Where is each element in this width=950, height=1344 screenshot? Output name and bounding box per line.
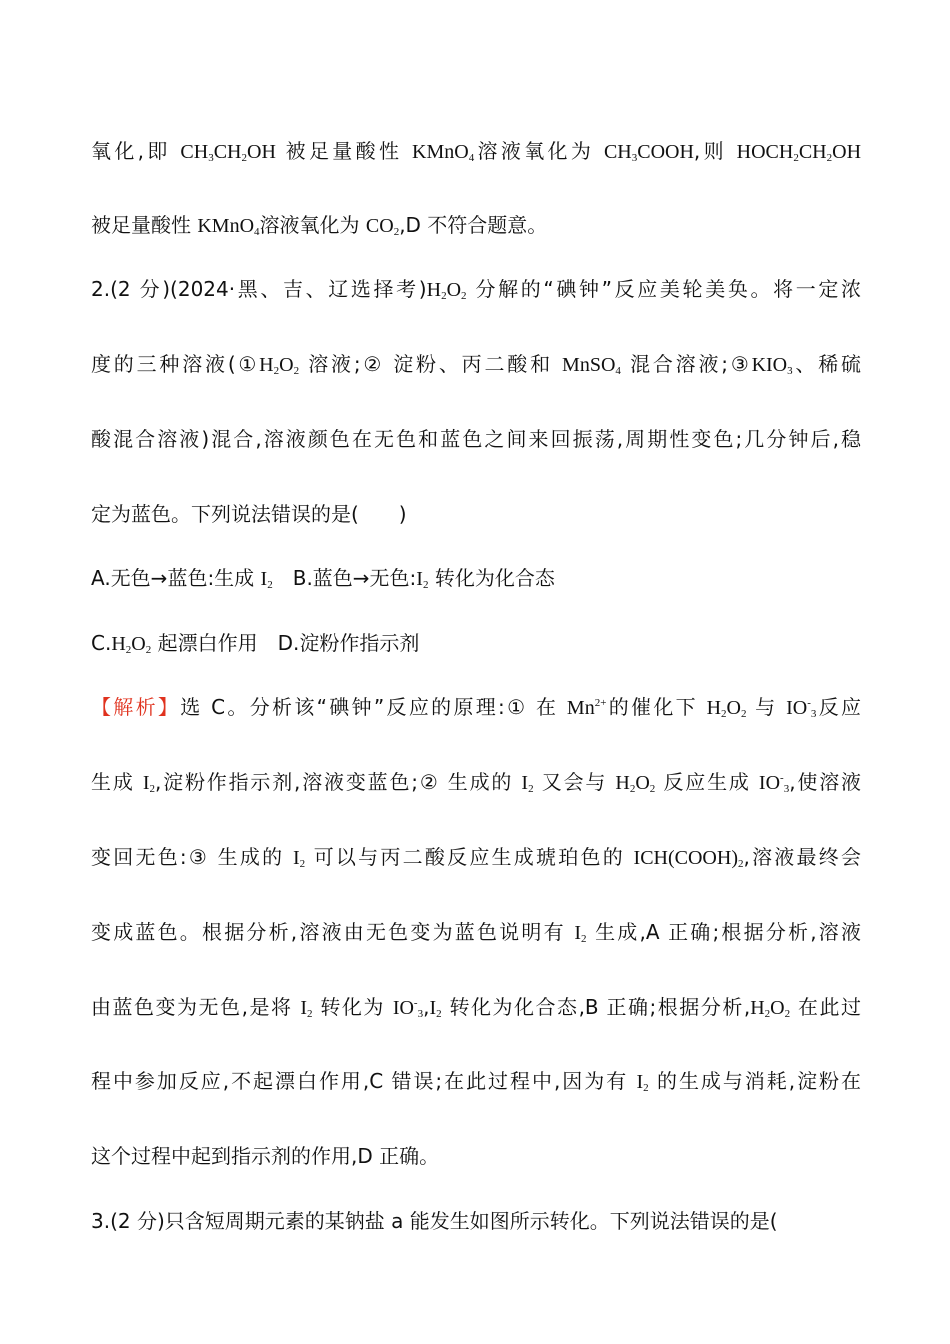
subscript: 4: [254, 226, 260, 238]
text-run: 定为蓝色。下列说法错误的是( ): [91, 502, 407, 526]
subscript: 2: [826, 152, 833, 164]
analysis-line-2: [91, 769, 861, 796]
subscript: 2: [643, 1082, 649, 1094]
question-3-line-1: [91, 1208, 861, 1234]
text-run: I: [260, 568, 268, 590]
text-run: 、稀硫: [792, 352, 862, 376]
text-run: 溶液氧化为: [259, 213, 366, 237]
text-run: 由蓝色变为无色,是将: [91, 995, 301, 1019]
subscript: 3: [810, 708, 817, 720]
text-run: 反应: [816, 695, 862, 719]
text-run: 又会与: [533, 770, 616, 794]
analysis-line-4: [91, 919, 861, 946]
text-run: 被足量酸性: [91, 213, 198, 237]
text-run: IO: [392, 997, 414, 1019]
subscript: 2: [737, 858, 744, 870]
subscript: 3: [783, 783, 790, 795]
text-run: H: [706, 697, 722, 719]
subscript: 2: [741, 708, 747, 720]
subscript: 2: [581, 933, 587, 945]
text-run: ,: [423, 995, 430, 1019]
text-run: ,淀粉作指示剂,溶液变蓝色;② 生成的: [154, 770, 522, 794]
subscript: 3: [631, 152, 638, 164]
text-run: 氧化,即: [91, 139, 181, 163]
text-run: ,使溶液: [789, 770, 862, 794]
subscript: 2: [793, 152, 799, 164]
subscript: 2: [241, 152, 248, 164]
question-2-line-2: [91, 351, 861, 378]
text-run: 变成蓝色。根据分析,溶液由无色变为蓝色说明有: [91, 920, 575, 944]
subscript: 3: [208, 152, 214, 164]
text-run: H: [259, 354, 274, 376]
text-run: O: [726, 697, 741, 719]
text-run: 这个过程中起到指示剂的作用,D 正确。: [91, 1144, 440, 1168]
analysis-line-6: [91, 1068, 861, 1095]
subscript: 2: [629, 783, 636, 795]
text-run: C.: [91, 631, 112, 655]
text-run: 与: [746, 695, 787, 719]
text-run: 起漂白作用 D.淀粉作指示剂: [151, 631, 420, 655]
analysis-line-3: [91, 844, 861, 871]
text-run: IO: [786, 697, 808, 719]
text-run: O: [770, 997, 785, 1019]
text-run: 转化为化合态: [428, 566, 555, 590]
subscript: 2: [461, 290, 467, 302]
option-a-b: [91, 565, 861, 592]
text-run: 溶液氧化为: [474, 139, 604, 163]
text-run: 度的三种溶液(①: [91, 352, 260, 376]
subscript: 2: [649, 783, 656, 795]
superscript: -: [807, 697, 811, 709]
superscript: 2+: [594, 697, 607, 709]
text-run: 转化为: [312, 995, 393, 1019]
subscript: 2: [273, 365, 280, 377]
subscript: 2: [422, 579, 429, 591]
text-run: 转化为化合态,B 正确;根据分析,: [441, 995, 751, 1019]
text-run: CH: [180, 141, 209, 163]
text-run: MnSO: [562, 354, 616, 376]
text-run: 生成: [91, 770, 143, 794]
subscript: 3: [417, 1008, 424, 1020]
line-1: [91, 138, 861, 165]
subscript: 2: [393, 226, 400, 238]
subscript: 2: [764, 1008, 771, 1020]
subscript: 2: [125, 644, 132, 656]
text-run: 酸混合溶液)混合,溶液颜色在无色和蓝色之间来回振荡,周期性变色;几分钟后,稳: [91, 427, 861, 451]
text-run: CO: [365, 215, 394, 237]
text-run: 溶液;② 淀粉、丙二酸和: [299, 352, 563, 376]
superscript: -: [413, 997, 418, 1009]
text-run: 2.(2 分)(2024·黑、吉、辽选择考): [91, 277, 427, 301]
text-run: COOH: [637, 141, 694, 163]
question-2-line-1: [91, 276, 861, 303]
text-run: 程中参加反应,不起漂白作用,C 错误;在此过程中,因为有: [91, 1069, 637, 1093]
text-run: I: [142, 772, 150, 794]
text-run: I: [429, 997, 437, 1019]
text-run: OH: [247, 141, 276, 163]
text-run: H: [111, 633, 126, 655]
text-run: H: [750, 997, 765, 1019]
subscript: 2: [267, 579, 273, 591]
text-run: HOCH: [736, 141, 794, 163]
text-run: OH: [832, 141, 862, 163]
text-run: 3.(2 分)只含短周期元素的某钠盐 a 能发生如图所示转化。下列说法错误的是(: [91, 1209, 778, 1233]
text-run: I: [521, 772, 529, 794]
subscript: 2: [436, 1008, 442, 1020]
text-run: O: [446, 279, 462, 301]
text-run: B.蓝色→无色:: [272, 566, 417, 590]
text-run: KMnO: [197, 215, 255, 237]
text-run: CH: [798, 141, 827, 163]
text-run: 的生成与消耗,淀粉在: [648, 1069, 861, 1093]
text-run: ,D 不符合题意。: [399, 213, 548, 237]
subscript: 4: [468, 152, 475, 164]
subscript: 2: [441, 290, 447, 302]
subscript: 4: [615, 365, 621, 377]
line-2: [91, 212, 861, 239]
subscript: 2: [528, 783, 534, 795]
text-run: CH: [603, 141, 632, 163]
subscript: 3: [787, 365, 793, 377]
text-run: I: [300, 997, 308, 1019]
text-run: 分解的“碘钟”反应美轮美奂。将一定浓: [466, 277, 861, 301]
text-run: I: [292, 847, 300, 869]
text-run: I: [416, 568, 423, 590]
text-run: 的催化下: [606, 695, 707, 719]
text-run: O: [279, 354, 294, 376]
text-run: 反应生成: [655, 770, 759, 794]
analysis-tag: 【解析】: [91, 695, 181, 719]
analysis-line-1: [91, 694, 861, 721]
text-run: 被足量酸性: [275, 139, 413, 163]
text-run: KIO: [751, 354, 788, 376]
subscript: 2: [784, 1008, 791, 1020]
question-2-line-4: [91, 501, 861, 527]
subscript: 2: [307, 1008, 313, 1020]
text-run: CH: [213, 141, 242, 163]
text-run: ,溶液最终会: [743, 845, 862, 869]
text-run: I: [636, 1071, 644, 1093]
text-run: O: [131, 633, 146, 655]
text-run: ICH(COOH): [633, 847, 738, 869]
text-run: O: [635, 772, 650, 794]
text-run: I: [574, 922, 582, 944]
subscript: 2: [145, 644, 152, 656]
subscript: 2: [299, 858, 306, 870]
analysis-line-7: [91, 1143, 861, 1169]
subscript: 2: [149, 783, 155, 795]
text-run: 在此过: [790, 995, 862, 1019]
text-run: Mn: [566, 697, 595, 719]
text-run: H: [615, 772, 630, 794]
text-run: 变回无色:③ 生成的: [91, 845, 293, 869]
text-run: 可以与丙二酸反应生成琥珀色的: [305, 845, 634, 869]
text-run: ,则: [693, 139, 737, 163]
subscript: 2: [293, 365, 300, 377]
question-2-line-3: [91, 426, 861, 452]
text-run: 生成,A 正确;根据分析,溶液: [586, 920, 861, 944]
text-run: A.无色→蓝色:生成: [91, 566, 261, 590]
subscript: 2: [721, 708, 727, 720]
text-run: 选 C。分析该“碘钟”反应的原理:① 在: [180, 695, 567, 719]
text-run: 混合溶液;③: [620, 352, 752, 376]
option-c-d: [91, 630, 861, 657]
text-run: IO: [758, 772, 781, 794]
superscript: -: [780, 772, 784, 784]
text-run: H: [426, 279, 442, 301]
analysis-line-5: [91, 994, 861, 1021]
text-run: KMnO: [412, 141, 469, 163]
